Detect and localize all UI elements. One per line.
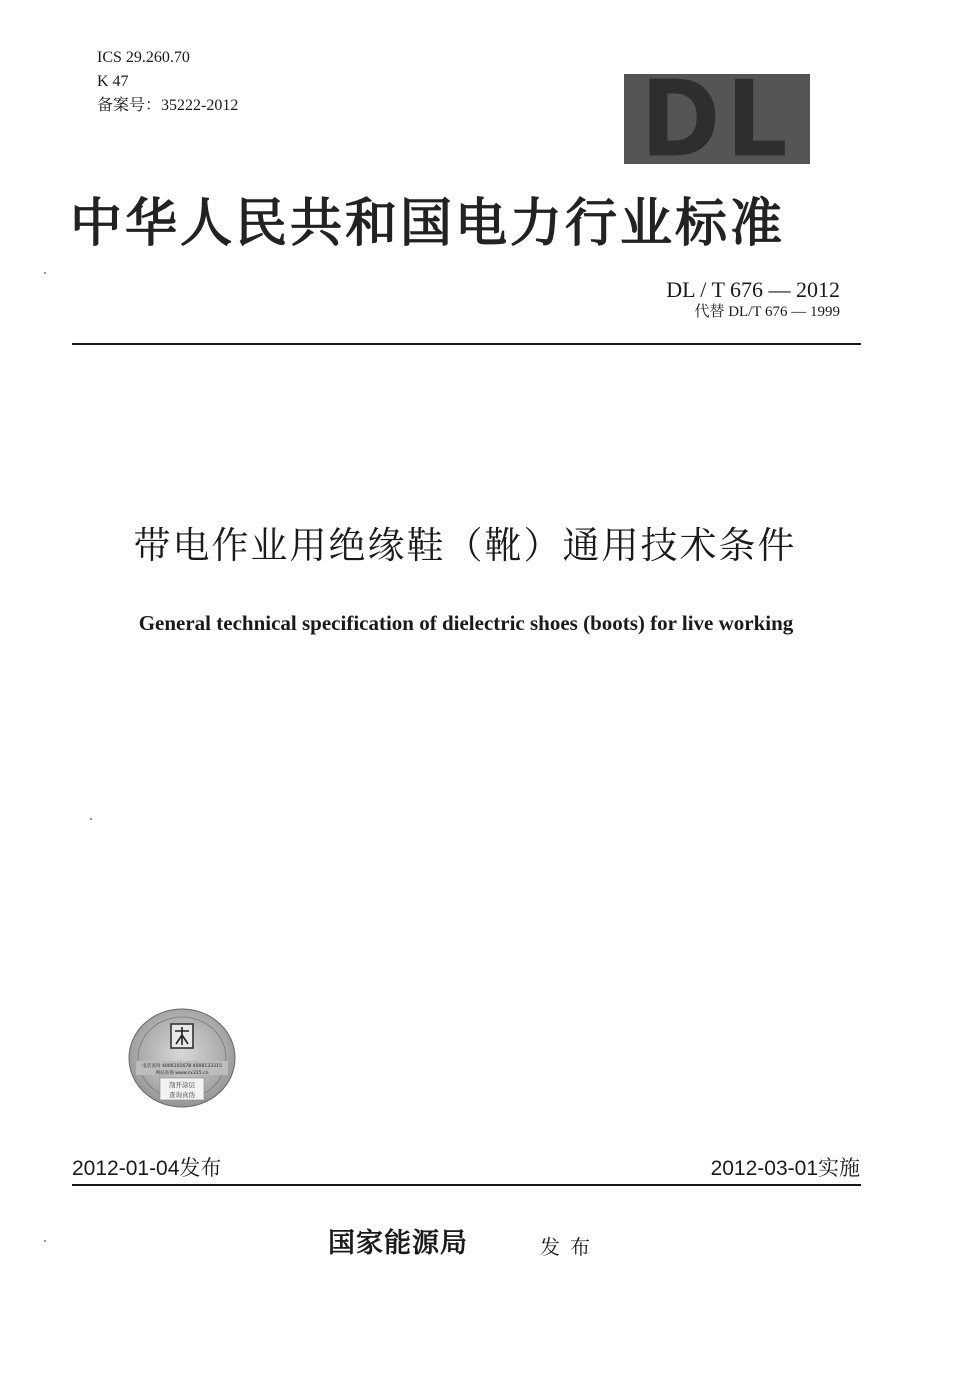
classification-block [97,46,238,118]
record-number: 备案号：35222-2012 [97,97,239,114]
scan-speck [90,818,92,820]
publisher-name: 国家能源局 [328,1228,468,1259]
stamp-phone-line: 电话查询 4006101678 4008133315 [142,1064,222,1069]
org-title: 中华人民共和国电力行业标准 [70,193,786,254]
standard-number: DL / T 676 — 2012 [666,277,840,302]
document-title-chinese: 带电作业用绝缘鞋（靴）通用技术条件 [133,524,797,567]
ics-code: ICS 29.260.70 [97,49,190,66]
replaces-standard: 代替 DL/T 676 — 1999 [694,304,840,320]
issue-date: 2012-01-04发布 [72,1157,222,1180]
implementation-date: 2012-03-01实施 [710,1157,860,1180]
top-divider [72,343,861,345]
stamp-site-line: 网站查询 www.cx315.cn [155,1071,209,1076]
ccs-code: K 47 [97,73,129,90]
dl-logo-text: DL [640,74,794,164]
anti-counterfeit-seal-icon [128,1008,236,1108]
stamp-verify-line: 查询真伪 [169,1091,195,1099]
scan-speck [44,272,46,274]
stamp-scratch-line: 刮开涂层 [169,1081,195,1089]
dl-logo [624,74,810,164]
scan-speck [44,1240,46,1242]
document-title-english: General technical specification of dielectric shoes (boots) for live working [138,611,794,635]
bottom-divider [72,1184,861,1186]
anti-counterfeit-stamp [128,1008,236,1108]
publish-word: 发布 [540,1235,600,1259]
